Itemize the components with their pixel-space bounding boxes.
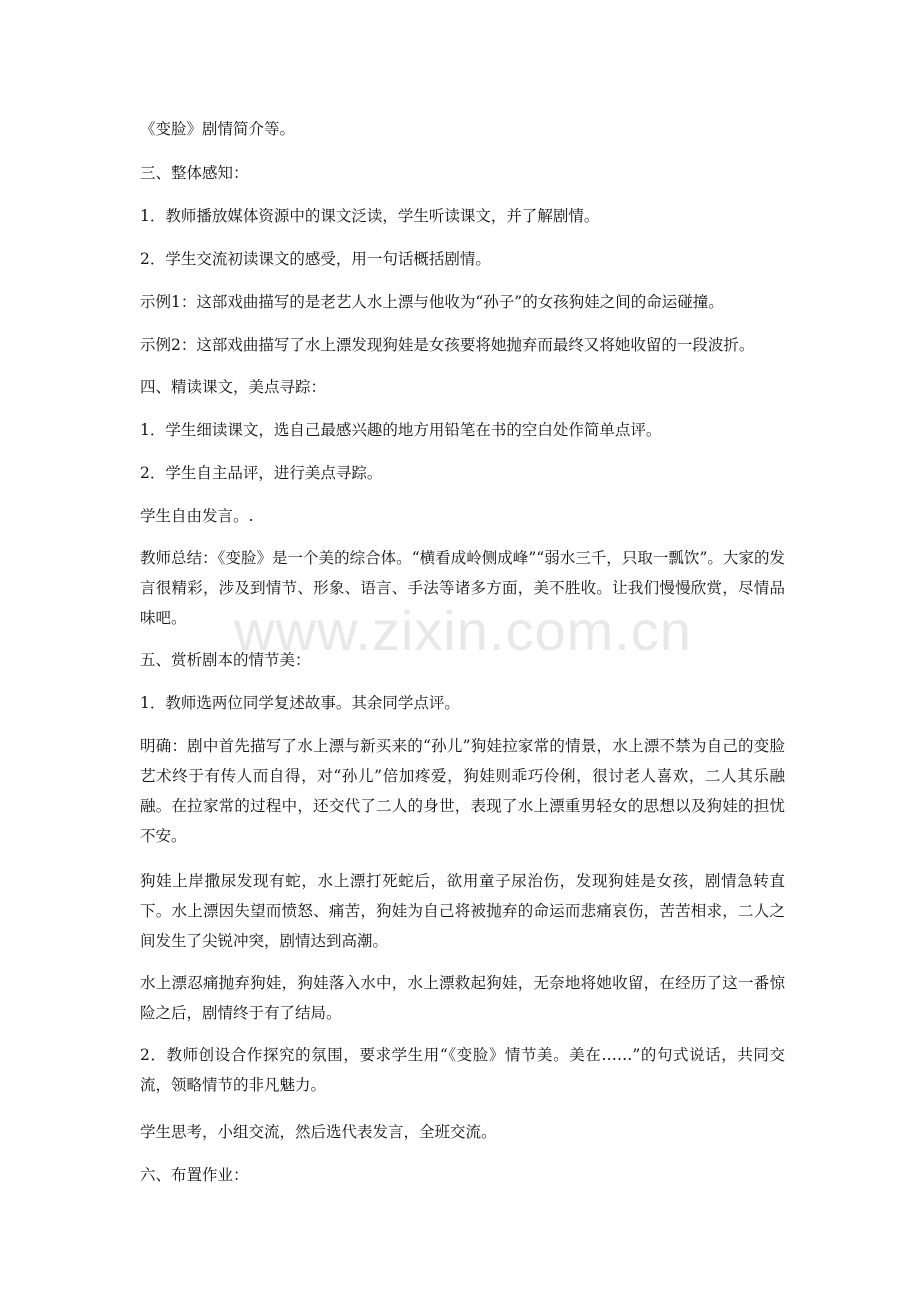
paragraph-group-discussion: 学生思考，小组交流，然后选代表发言，全班交流。 [140,1123,497,1141]
paragraph-summary: 《变脸》剧情简介等。 [140,120,296,138]
paragraph-reading-step-2: 2．学生自主品评，进行美点寻踪。 [140,464,383,482]
paragraph-reading-step-1: 1．学生细读课文，选自己最感兴趣的地方用铅笔在书的空白处作简单点评。 [140,421,662,439]
paragraph-example-1: 示例1：这部戏曲描写的是老艺人水上漂与他收为“孙子”的女孩狗娃之间的命运碰撞。 [140,293,724,311]
heading-plot-beauty: 五、赏析剧本的情节美： [140,651,311,669]
paragraph-free-speech: 学生自由发言。. [140,507,254,525]
paragraph-retell-story: 1．教师选两位同学复述故事。其余同学点评。 [140,694,460,712]
paragraph-cooperative-inquiry: 2．教师创设合作探究的氛围，要求学生用“《变脸》情节美。美在……”的句式说话，共同交流，领略情节的非凡魅力。 [140,1046,785,1094]
paragraph-clarification: 明确：剧中首先描写了水上漂与新买来的“孙儿”狗娃拉家常的情景，水上漂不禁为自己的变脸艺术终于有传人而自得，对“孙儿”倍加疼爱，狗娃则乖巧伶俐，很讨老人喜欢，二人其乐融融。在拉家常的过程中，还交代了二人的身世，表现了水上漂重男轻女的思想以及狗娃的担忧不安。 [140,737,785,845]
heading-homework: 六、布置作业： [140,1166,249,1184]
paragraph-climax: 狗娃上岸撒尿发现有蛇，水上漂打死蛇后，欲用童子尿治伤，发现狗娃是女孩，剧情急转直下。水上漂因失望而愤怒、痛苦，狗娃为自己将被抛弃的命运而悲痛哀伤，苦苦相求，二人之间发生了尖锐冲突，剧情达到高潮。 [140,872,785,950]
paragraph-example-2: 示例2：这部戏曲描写了水上漂发现狗娃是女孩要将她抛弃而最终又将她收留的一段波折。 [140,336,755,354]
paragraph-step-1: 1．教师播放媒体资源中的课文泛读，学生听读课文，并了解剧情。 [140,207,600,225]
watermark-text: www.zixin.com.cn [234,599,692,662]
paragraph-ending: 水上漂忍痛抛弃狗娃，狗娃落入水中，水上漂救起狗娃，无奈地将她收留，在经历了这一番惊险之后，剧情终于有了结局。 [140,974,785,1022]
paragraph-teacher-summary: 教师总结：《变脸》是一个美的综合体。“横看成岭侧成峰”“弱水三千，只取一瓢饮”。大家的发言很精彩，涉及到情节、形象、语言、手法等诸多方面，美不胜收。让我们慢慢欣赏，尽情品味吧。 [140,549,785,627]
heading-overall-perception: 三、整体感知： [140,164,249,182]
heading-close-reading: 四、精读课文，美点寻踪： [140,378,327,396]
paragraph-step-2: 2．学生交流初读课文的感受，用一句话概括剧情。 [140,250,491,268]
